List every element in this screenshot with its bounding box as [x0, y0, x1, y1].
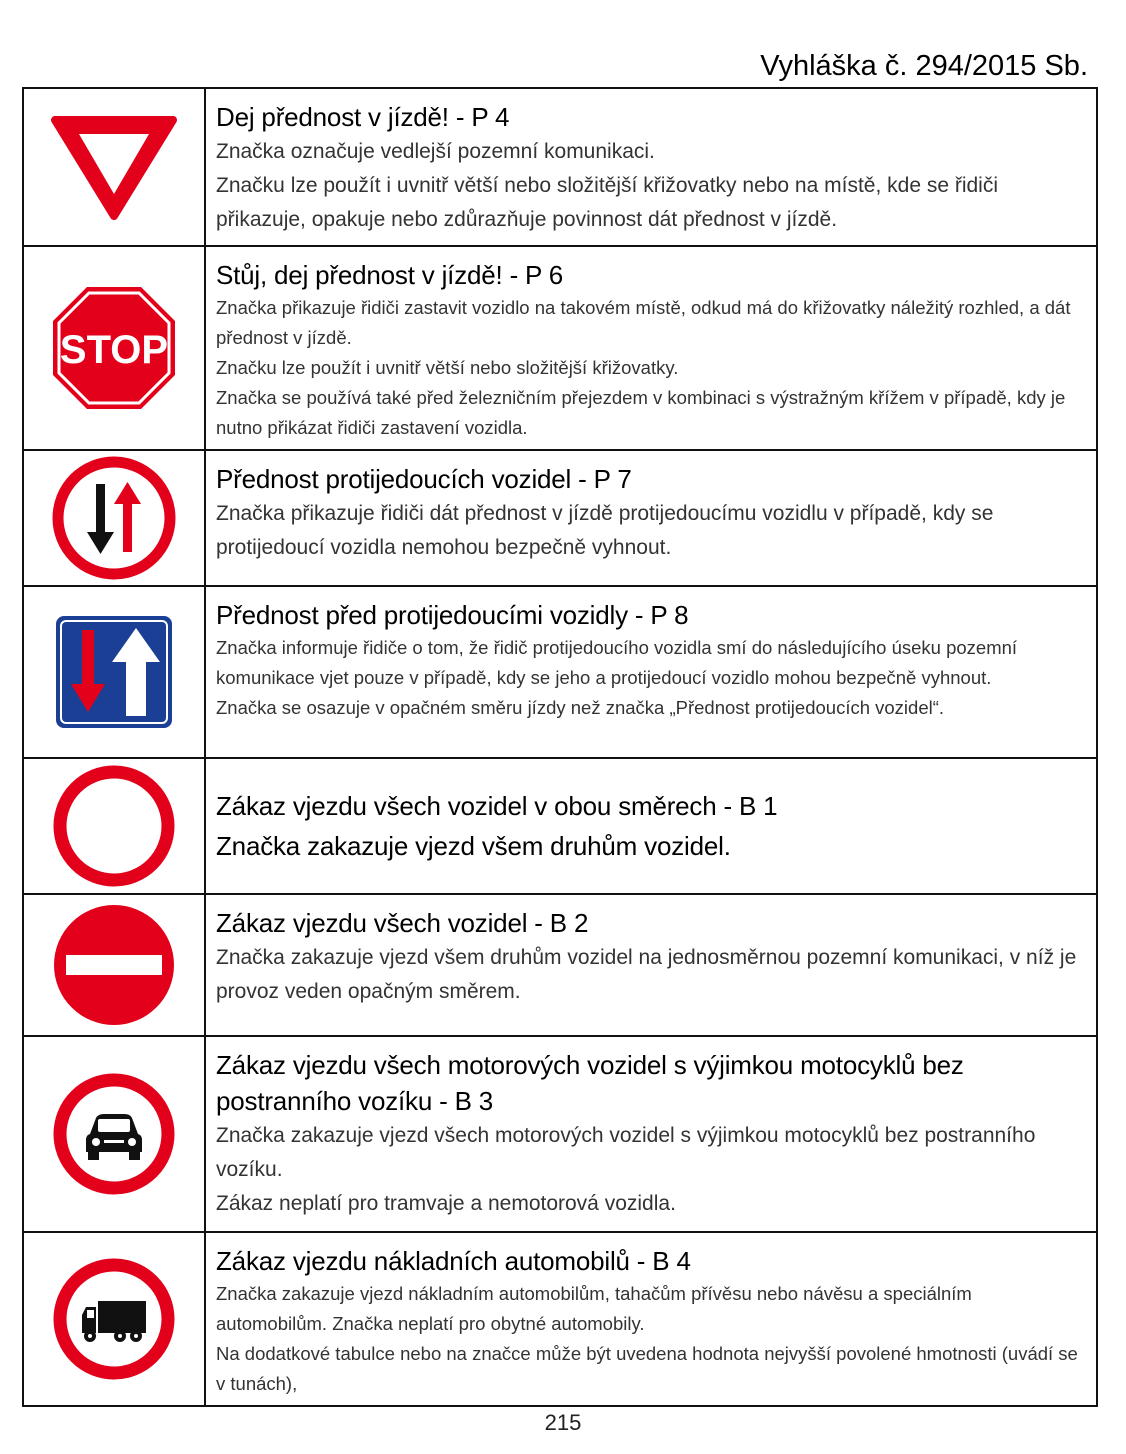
- sign-text-cell: [205, 586, 1097, 758]
- sign-icon-cell: [23, 88, 205, 246]
- sign-description: Značku lze použít i uvnitř větší nebo složitější křižovatky nebo na místě, kde se řidiči přikazuje, opakuje nebo zdůrazňuje povinnost dát přednost v jízdě.: [216, 174, 999, 231]
- stop-sign-text: STOP: [59, 328, 169, 372]
- sign-text-cell: [205, 894, 1097, 1036]
- sign-title: Stůj, dej přednost v jízdě! - P 6: [216, 260, 564, 290]
- sign-title: Přednost protijedoucích vozidel - P 7: [216, 464, 632, 494]
- sign-icon-cell: [23, 894, 205, 1036]
- sign-description: Značku lze použít i uvnitř větší nebo složitější křižovatky.: [216, 357, 679, 378]
- sign-icon-cell: [23, 1232, 205, 1406]
- sign-description: Značka přikazuje řidiči zastavit vozidlo na takovém místě, odkud má do křižovatky náležitý rozhled, a dát přednost v jízdě.: [216, 297, 1071, 348]
- sign-text-cell: [205, 88, 1097, 246]
- page-number: 215: [544, 1410, 582, 1435]
- no-vehicles-sign-icon: [52, 764, 176, 888]
- sign-icon-cell: [23, 1036, 205, 1232]
- sign-title: Zákaz vjezdu všech vozidel - B 2: [216, 908, 589, 938]
- no-trucks-sign-icon: [52, 1257, 176, 1381]
- sign-row-p8: [23, 586, 1097, 758]
- sign-description: Značka označuje vedlejší pozemní komunikaci.: [216, 140, 655, 163]
- sign-icon-cell: [23, 586, 205, 758]
- sign-text-cell: [205, 246, 1097, 450]
- sign-title: Zákaz vjezdu nákladních automobilů - B 4: [216, 1246, 691, 1276]
- sign-icon-cell: [23, 246, 205, 450]
- no-motor-vehicles-sign-icon: [52, 1072, 176, 1196]
- sign-icon-cell: [23, 450, 205, 586]
- sign-title: Zákaz vjezdu všech motorových vozidel s výjimkou motocyklů bez postranního vozíku - B 3: [216, 1050, 964, 1116]
- sign-description: Na dodatkové tabulce nebo na značce může být uvedena hodnota nejvyšší povolené hmotnosti (uvádí se v tunách),: [216, 1343, 1078, 1394]
- sign-row-b1: [23, 758, 1097, 894]
- sign-row-b4: [23, 1232, 1097, 1406]
- sign-title: Přednost před protijedoucími vozidly - P 8: [216, 600, 689, 630]
- sign-row-b3: [23, 1036, 1097, 1232]
- sign-text-cell: [205, 758, 1097, 894]
- regulation-header: Vyhláška č. 294/2015 Sb.: [760, 50, 1088, 82]
- sign-description: Značka se používá také před železničním přejezdem v kombinaci s výstražným křížem v případě, kdy je nutno přikázat řidiči zastavení vozidla.: [216, 387, 1066, 438]
- sign-icon-cell: [23, 758, 205, 894]
- sign-description: Zákaz neplatí pro tramvaje a nemotorová vozidla.: [216, 1192, 676, 1215]
- sign-text-cell: [205, 450, 1097, 586]
- sign-row-p4: [23, 88, 1097, 246]
- stop-sign-icon: [49, 283, 179, 413]
- sign-text-cell: [205, 1232, 1097, 1406]
- sign-description: Značka informuje řidiče o tom, že řidič protijedoucího vozidla smí do následujícího úseku pozemní komunikace vjet pouze v případě, kdy se jeho a protijedoucí vozidlo mohou bezpečně vyhnout.: [216, 637, 1018, 688]
- sign-description: Značka zakazuje vjezd všech motorových vozidel s výjimkou motocyklů bez postranního vozíku.: [216, 1124, 1036, 1181]
- oncoming-priority-sign-icon: [52, 456, 176, 580]
- sign-description: Značka zakazuje vjezd všem druhům vozidel.: [216, 831, 731, 861]
- sign-title: Dej přednost v jízdě! - P 4: [216, 102, 510, 132]
- sign-row-b2: [23, 894, 1097, 1036]
- sign-description: Značka přikazuje řidiči dát přednost v jízdě protijedoucímu vozidlu v případě, kdy se protijedoucí vozidla nemohou bezpečně vyhnout.: [216, 502, 994, 559]
- yield-sign-icon: [49, 112, 179, 222]
- priority-over-oncoming-sign-icon: [54, 614, 174, 730]
- sign-title: Zákaz vjezdu všech vozidel v obou směrech - B 1: [216, 791, 778, 821]
- truck-icon: [98, 1301, 146, 1333]
- sign-row-p6: [23, 246, 1097, 450]
- sign-row-p7: [23, 450, 1097, 586]
- sign-text-cell: [205, 1036, 1097, 1232]
- no-entry-sign-icon: [52, 903, 176, 1027]
- sign-description: Značka zakazuje vjezd nákladním automobilům, tahačům přívěsu nebo návěsu a speciálním automobilům. Značka neplatí pro obytné automobily.: [216, 1283, 972, 1334]
- sign-description: Značka zakazuje vjezd všem druhům vozidel na jednosměrnou pozemní komunikaci, v níž je provoz veden opačným směrem.: [216, 946, 1077, 1003]
- traffic-signs-table: [22, 87, 1098, 1407]
- sign-description: Značka se osazuje v opačném směru jízdy než značka „Přednost protijedoucích vozidel“.: [216, 697, 945, 718]
